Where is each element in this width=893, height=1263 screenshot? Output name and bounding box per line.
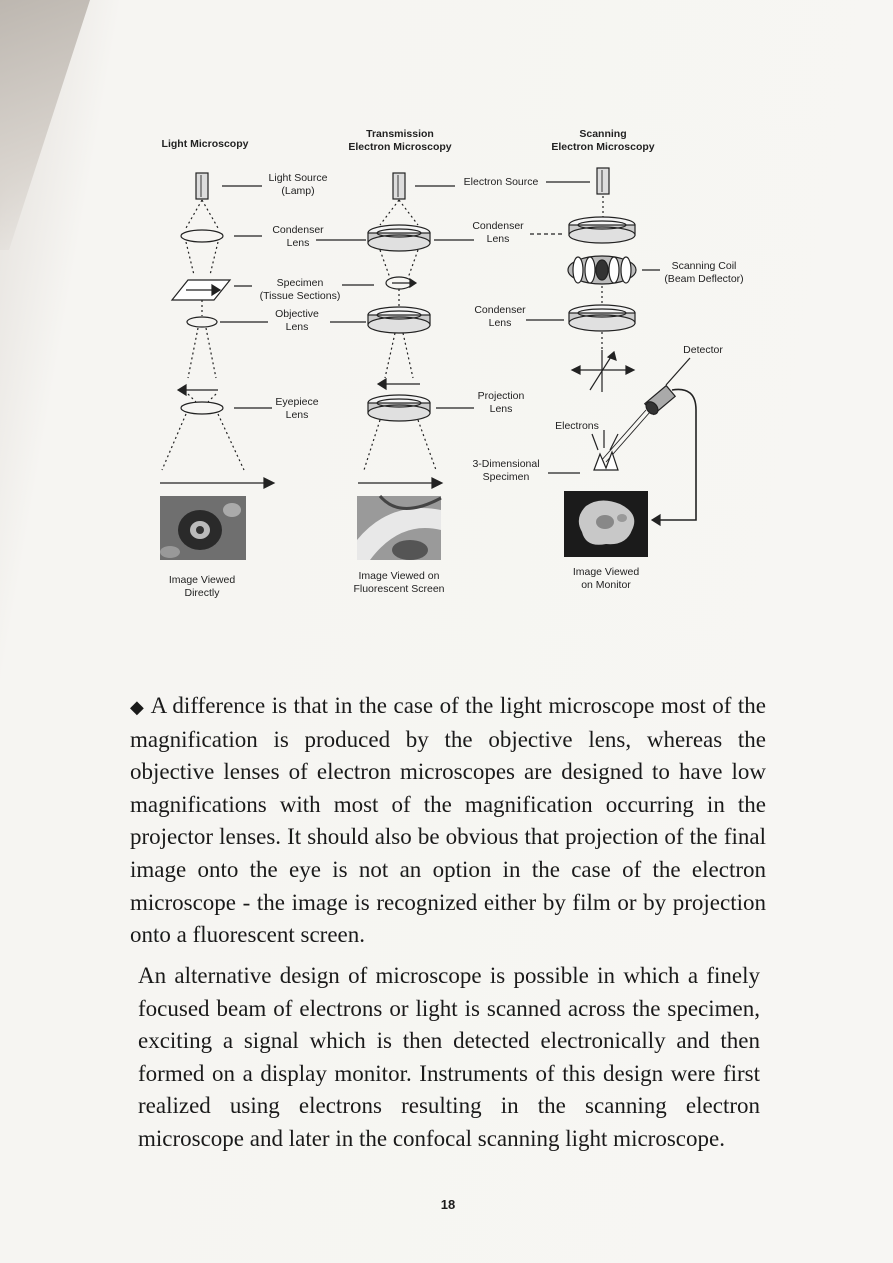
lamp-icon bbox=[196, 173, 208, 199]
scanning-coil-icon bbox=[568, 256, 636, 284]
label-light-source: Light Source (Lamp) bbox=[268, 172, 328, 197]
objective-lens-light-icon bbox=[187, 317, 217, 327]
label-eyepiece-lens: Eyepiece Lens bbox=[275, 396, 319, 421]
sem-micrograph-image bbox=[564, 491, 648, 557]
label-3d-specimen: 3-Dimensional Specimen bbox=[472, 458, 540, 483]
light-micrograph-image bbox=[160, 496, 246, 560]
label-condenser-lens-em: Condenser Lens bbox=[472, 220, 524, 245]
column-title-light: Light Microscopy bbox=[161, 138, 249, 150]
tem-micrograph-image bbox=[357, 496, 441, 560]
electron-gun-tem-icon bbox=[393, 173, 405, 199]
label-projection-lens: Projection Lens bbox=[477, 390, 525, 415]
caption-tem: Image Viewed on Fluorescent Screen bbox=[353, 570, 445, 595]
detector-icon bbox=[644, 386, 696, 525]
caption-sem: Image Viewed on Monitor bbox=[572, 566, 640, 591]
label-specimen: Specimen (Tissue Sections) bbox=[259, 277, 341, 302]
label-electrons: Electrons bbox=[555, 420, 599, 432]
paragraph-2: An alternative design of microscope is possible in which a finely focused beam of electrons or light is scanned across the specimen, exciting a signal which is then detected electronically and then formed on a display monitor. Instruments of this design were first realized using electrons resulting in the scanning electron microscope and later in the confocal scanning light microscope. bbox=[138, 963, 760, 1151]
label-detector: Detector bbox=[683, 344, 723, 356]
paragraph-1 bbox=[130, 690, 766, 952]
column-title-sem: Scanning Electron Microscopy bbox=[551, 128, 655, 153]
eyepiece-lens-icon bbox=[181, 402, 223, 414]
label-objective-lens: Objective Lens bbox=[275, 308, 319, 333]
label-condenser-lens-sem2: Condenser Lens bbox=[474, 304, 526, 329]
paragraph-1-text: A difference is that in the case of the light microscope most of the magnification is produced by the objective lens, whereas the objective lenses of electron microscopes are designed to have low magnifications with most of the magnification occurring in the projector lenses. It should also be obvious that projection of the final image onto the eye is not an option in the case of the electron microscope - the image is recognized either by film or by projection onto a fluorescent screen. bbox=[130, 693, 766, 948]
diamond-bullet-icon: ◆ bbox=[130, 697, 145, 717]
page-number: 18 bbox=[440, 1197, 456, 1212]
condenser-lens-light-icon bbox=[181, 230, 223, 242]
microscopy-comparison-diagram bbox=[0, 100, 893, 620]
label-scanning-coil: Scanning Coil (Beam Deflector) bbox=[664, 260, 744, 285]
electron-gun-sem-icon bbox=[597, 168, 609, 194]
diagram-drawing bbox=[0, 100, 893, 620]
column-title-tem: Transmission Electron Microscopy bbox=[348, 128, 452, 153]
label-electron-source: Electron Source bbox=[463, 176, 539, 188]
caption-light: Image Viewed Directly bbox=[168, 574, 236, 599]
label-condenser-lens-light: Condenser Lens bbox=[272, 224, 324, 249]
